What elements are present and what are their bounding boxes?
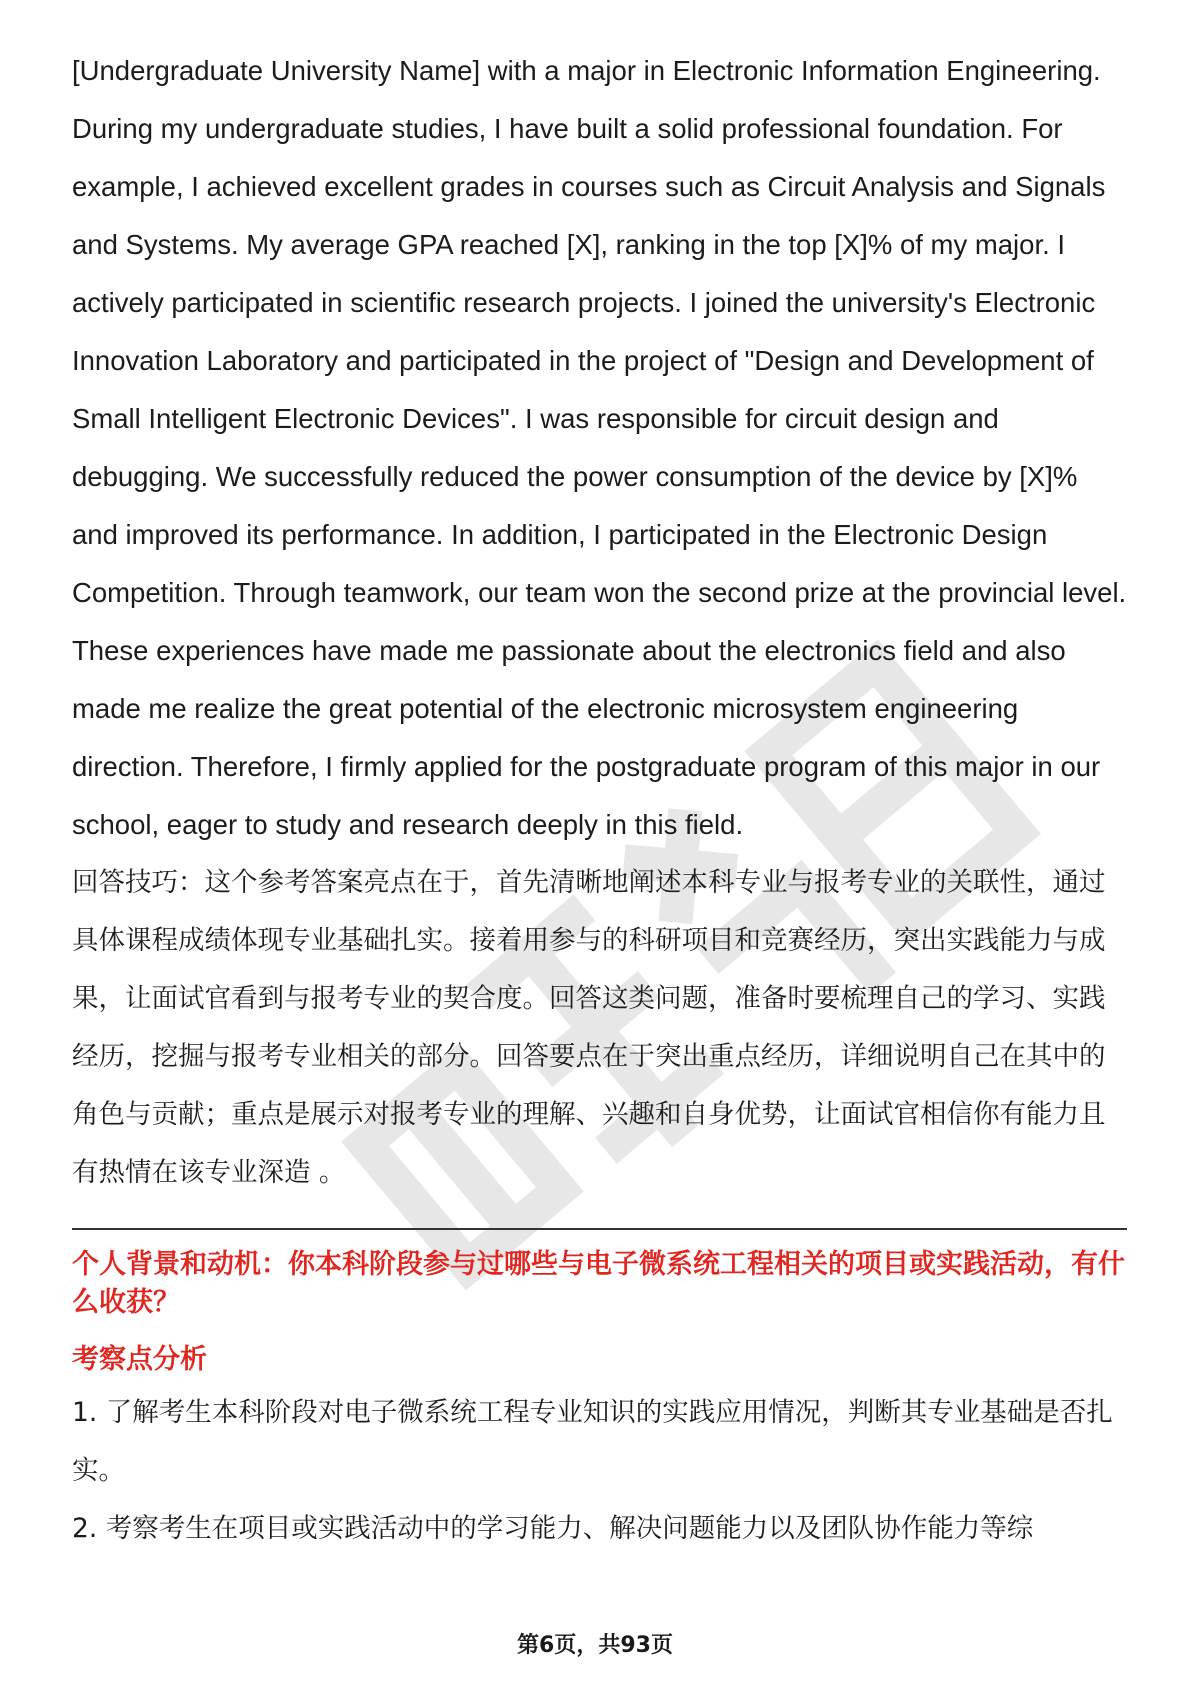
answer-tips: 回答技巧：这个参考答案亮点在于，首先清晰地阐述本科专业与报考专业的关联性，通过具体课程成绩体现专业基础扎实。接着用参与的科研项目和竞赛经历，突出实践能力与成果，让面试官看到与报考专业的契合度。回答这类问题，准备时要梳理自己的学习、实践经历，挖掘与报考专业相关的部分。回答要点在于突出重点经历，详细说明自己在其中的角色与贡献；重点是展示对报考专业的理解、兴趣和自身优势，让面试官相信你有能力且有热情在该专业深造 。 bbox=[72, 867, 1106, 1188]
analysis-item-2: 2. 考察考生在项目或实践活动中的学习能力、解决问题能力以及团队协作能力等综 bbox=[72, 1513, 1034, 1544]
document-page bbox=[72, 42, 1127, 1558]
analysis-item-1: 1. 了解考生本科阶段对电子微系统工程专业知识的实践应用情况，判断其专业基础是否扎实。 bbox=[72, 1397, 1113, 1486]
page-number: 第6页，共93页 bbox=[517, 1633, 673, 1658]
analysis-title: 考察点分析 bbox=[72, 1344, 207, 1375]
question-heading: 个人背景和动机：你本科阶段参与过哪些与电子微系统工程相关的项目或实践活动，有什么收获？ bbox=[72, 1249, 1125, 1318]
section-divider bbox=[72, 1228, 1127, 1230]
answer-paragraph-en: [Undergraduate University Name] with a major in Electronic Information Engineering. During my undergraduate studies, I have built a solid professional foundation. For example, I achieved excellent grades in courses such as Circuit Analysis and Signals and Systems. My average GPA reached [X], ranking in the top [X]% of my major. I actively participated in scientific research projects. I joined the university's Electronic Innovation Laboratory and participated in the project of "Design and Development of Small Intelligent Electronic Devices". I was responsible for circuit design and debugging. We successfully reduced the power consumption of the device by [X]% and improved its performance. In addition, I participated in the Electronic Design Competition. Through teamwork, our team won the second prize at the provincial level. These experiences have made me passionate about the electronics field and also made me realize the great potential of the electronic microsystem engineering direction. Therefore, I firmly applied for the postgraduate program of this major in our school, eager to study and research deeply in this field. bbox=[72, 55, 1127, 840]
